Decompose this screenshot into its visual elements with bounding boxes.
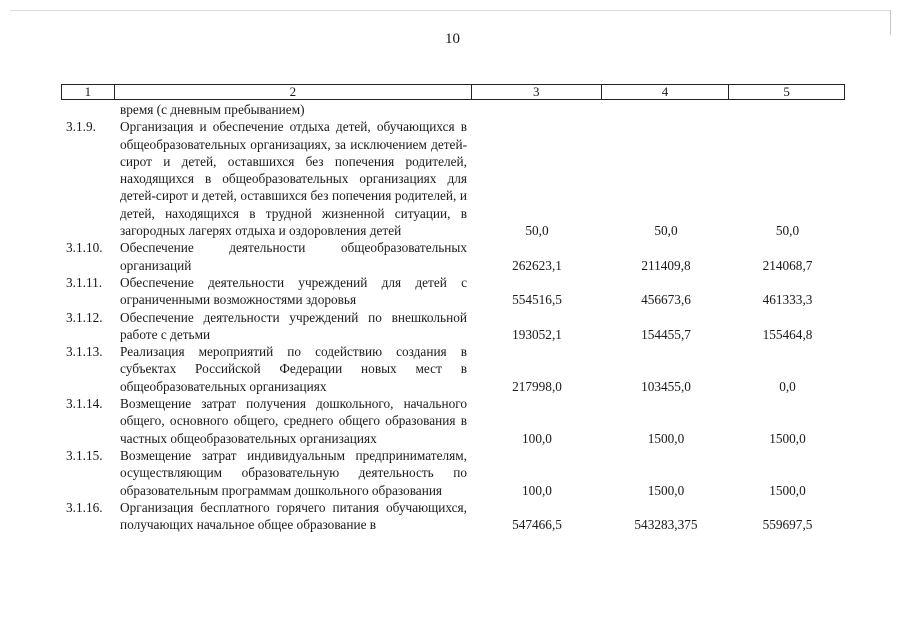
row-value-col3: 262623,1 <box>512 257 562 273</box>
page-number: 10 <box>445 31 460 47</box>
row-number: 3.1.14. <box>66 396 103 412</box>
row-value-col5: 559697,5 <box>762 517 813 533</box>
header-col-3: 3 <box>472 85 602 99</box>
row-description: Организация и обеспечение отдыха детей, обучающихся в общеобразовательных организациях, за исключением детей-сирот и детей, оставшихся без попечения родителей, находящихся в общеобразовательных организациях для детей-сирот и детей, оставшихся без попечения родителей, и детей, находящихся в трудной жизненной ситуации, в загородных лагерях отдыха и оздоровления детей <box>120 119 467 239</box>
header-col-4: 4 <box>602 85 730 99</box>
row-value-col3: 193052,1 <box>512 326 562 342</box>
row-value-col4: 1500,0 <box>647 430 685 446</box>
row-value-col5: 1500,0 <box>769 430 806 446</box>
table-row <box>0 239 905 274</box>
table-row <box>0 447 905 499</box>
header-col-5: 5 <box>783 84 790 99</box>
row-value-col3: 547466,5 <box>512 517 562 533</box>
row-description: Реализация мероприятий по содействию создания в субъектах Российской Федерации новых мест в общеобразовательных организациях <box>120 344 467 394</box>
row-description: Обеспечение деятельности учреждений для детей с ограниченными возможностями здоровья <box>120 274 467 308</box>
row-value-col5: 155464,8 <box>762 326 813 342</box>
row-number: 3.1.13. <box>66 344 103 360</box>
row-description: Обеспечение деятельности учреждений по внешкольной работе с детьми <box>120 309 467 342</box>
table-row <box>0 343 905 395</box>
row-number: 3.1.12. <box>66 309 103 325</box>
row-value-col5: 50,0 <box>775 223 800 239</box>
row-value-col3: 217998,0 <box>512 378 562 394</box>
continuation-row <box>0 101 905 118</box>
row-value-col3: 100,0 <box>522 482 552 498</box>
row-value-col5: 461333,3 <box>762 292 813 308</box>
row-value-col5: 0,0 <box>779 378 796 394</box>
row-number: 3.1.16. <box>66 499 103 515</box>
table-row <box>0 274 905 309</box>
row-value-col3: 100,0 <box>522 430 552 446</box>
row-number: 3.1.11. <box>66 274 103 290</box>
row-value-col3: 50,0 <box>525 223 549 239</box>
row-value-col4: 103455,0 <box>641 378 691 394</box>
row-value-col3: 554516,5 <box>512 292 562 308</box>
table-body <box>0 101 905 533</box>
row-value-col4: 50,0 <box>654 223 678 239</box>
table-header-row <box>61 84 845 100</box>
row-value-col4: 543283,375 <box>634 517 698 533</box>
row-number: 3.1.10. <box>66 240 103 256</box>
row-value-col4: 154455,7 <box>641 326 691 342</box>
row-number: 3.1.15. <box>66 447 103 463</box>
table-row <box>0 309 905 344</box>
header-col-1: 1 <box>62 85 115 99</box>
row-description: Возмещение затрат получения дошкольного, начального общего, основного общего, среднего общего образования в частных общеобразовательных организациях <box>120 396 467 446</box>
row-description: Обеспечение деятельности общеобразовательных организаций <box>120 240 467 273</box>
table-row <box>0 499 905 534</box>
table-row <box>0 118 905 239</box>
scan-edge-top <box>10 10 890 11</box>
row-description: Организация бесплатного горячего питания обучающихся, получающих начальное общее образование в <box>120 499 467 533</box>
row-value-col4: 1500,0 <box>647 482 685 498</box>
continuation-text: время (с дневным пребыванием) <box>120 102 305 117</box>
row-value-col4: 211409,8 <box>641 257 691 273</box>
table-row <box>0 395 905 447</box>
header-col-2: 2 <box>115 85 472 99</box>
row-value-col4: 456673,6 <box>641 292 691 308</box>
row-description: Возмещение затрат индивидуальным предпринимателям, осуществляющим образовательную деятельность по образовательным программам дошкольного образования <box>120 447 467 498</box>
row-number: 3.1.9. <box>66 119 96 135</box>
row-value-col5: 1500,0 <box>769 482 806 498</box>
row-value-col5: 214068,7 <box>762 257 813 273</box>
